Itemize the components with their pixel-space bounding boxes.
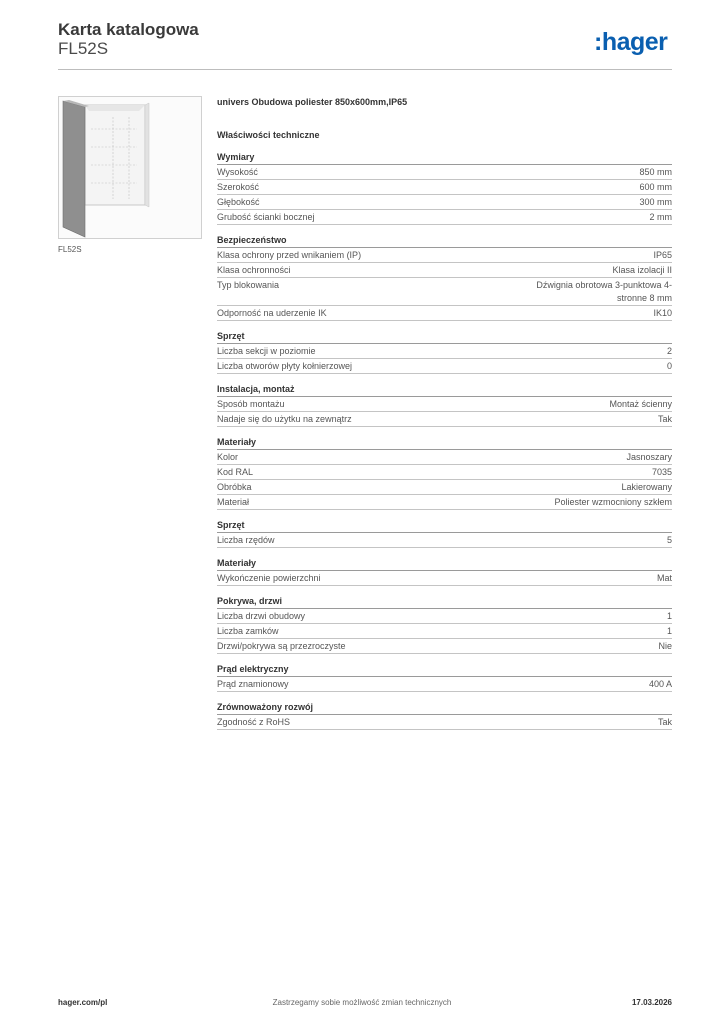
spec-section [217, 151, 672, 225]
spec-section [217, 436, 672, 510]
footer-disclaimer: Zastrzegamy sobie możliwość zmian technicznych [272, 998, 452, 1007]
spec-row [217, 450, 672, 465]
spec-value: Dźwignia obrotowa 3-punktowa 4-stronne 8 mm [536, 280, 672, 303]
spec-label: Typ blokowania [217, 280, 280, 290]
spec-label: Wykończenie powierzchni [217, 573, 321, 583]
spec-value: Tak [657, 717, 672, 727]
spec-section [217, 557, 672, 586]
spec-section [217, 595, 672, 654]
page-title: Karta katalogowa [58, 20, 199, 39]
spec-row [217, 397, 672, 412]
spec-row [217, 344, 672, 359]
spec-row [217, 624, 672, 639]
spec-section [217, 383, 672, 427]
hager-logo: :hager [594, 28, 668, 56]
spec-row [217, 248, 672, 263]
spec-content [217, 95, 672, 730]
spec-label: Kolor [217, 452, 239, 462]
section-title: Instalacja, montaż [217, 383, 672, 397]
spec-label: Zgodność z RoHS [217, 717, 291, 727]
spec-value: 1 [666, 611, 672, 621]
technical-properties-title: Właściwości techniczne [217, 130, 320, 140]
section-title: Bezpieczeństwo [217, 234, 672, 248]
spec-label: Głębokość [217, 197, 260, 207]
spec-row [217, 195, 672, 210]
spec-row [217, 465, 672, 480]
section-title: Sprzęt [217, 519, 672, 533]
spec-row [217, 165, 672, 180]
spec-value: 600 mm [639, 182, 672, 192]
spec-value: 7035 [651, 467, 672, 477]
spec-label: Liczba zamków [217, 626, 279, 636]
spec-value: 400 A [648, 679, 672, 689]
spec-label: Materiał [217, 497, 250, 507]
spec-value: 300 mm [639, 197, 672, 207]
spec-label: Odporność na uderzenie IK [217, 308, 327, 318]
spec-label: Kod RAL [217, 467, 254, 477]
spec-section [217, 330, 672, 374]
spec-section [217, 701, 672, 730]
product-image-caption: FL52S [58, 245, 82, 254]
spec-value: Lakierowany [621, 482, 672, 492]
spec-sections [217, 151, 672, 730]
spec-value: 1 [666, 626, 672, 636]
spec-row [217, 715, 672, 730]
spec-section [217, 519, 672, 548]
section-title: Wymiary [217, 151, 672, 165]
section-title: Zrównoważony rozwój [217, 701, 672, 715]
spec-row [217, 480, 672, 495]
spec-label: Szerokość [217, 182, 260, 192]
spec-value: Klasa izolacji II [612, 265, 672, 275]
spec-row [217, 677, 672, 692]
spec-label: Grubość ścianki bocznej [217, 212, 315, 222]
spec-row [217, 412, 672, 427]
spec-value: Mat [656, 573, 672, 583]
spec-value: 5 [666, 535, 672, 545]
spec-row [217, 263, 672, 278]
spec-label: Liczba rzędów [217, 535, 275, 545]
section-title: Sprzęt [217, 330, 672, 344]
spec-value: Montaż ścienny [609, 399, 672, 409]
spec-label: Klasa ochrony przed wnikaniem (IP) [217, 250, 362, 260]
header-divider [58, 69, 672, 70]
spec-row [217, 278, 672, 306]
footer-website: hager.com/pl [58, 998, 108, 1007]
spec-value: IP65 [653, 250, 672, 260]
spec-label: Sposób montażu [217, 399, 285, 409]
spec-row [217, 571, 672, 586]
spec-row [217, 210, 672, 225]
spec-section [217, 234, 672, 321]
spec-label: Wysokość [217, 167, 258, 177]
spec-label: Obróbka [217, 482, 252, 492]
spec-label: Liczba sekcji w poziomie [217, 346, 316, 356]
spec-row [217, 533, 672, 548]
spec-label: Liczba otworów płyty kołnierzowej [217, 361, 353, 371]
spec-value: Jasnoszary [626, 452, 672, 462]
section-title: Prąd elektryczny [217, 663, 672, 677]
section-title: Materiały [217, 557, 672, 571]
spec-row [217, 609, 672, 624]
spec-label: Liczba drzwi obudowy [217, 611, 306, 621]
spec-label: Klasa ochronności [217, 265, 291, 275]
spec-label: Prąd znamionowy [217, 679, 289, 689]
product-code: FL52S [58, 39, 109, 58]
spec-section [217, 663, 672, 692]
product-description: univers Obudowa poliester 850x600mm,IP65 [217, 97, 408, 107]
spec-value: 0 [666, 361, 672, 371]
spec-value: Poliester wzmocniony szkłem [554, 497, 672, 507]
section-title: Pokrywa, drzwi [217, 595, 672, 609]
spec-value: IK10 [653, 308, 672, 318]
spec-row [217, 495, 672, 510]
spec-row [217, 359, 672, 374]
spec-value: Nie [658, 641, 672, 651]
section-title: Materiały [217, 436, 672, 450]
spec-value: 2 [666, 346, 672, 356]
product-image [58, 96, 202, 239]
spec-row [217, 639, 672, 654]
spec-label: Drzwi/pokrywa są przezroczyste [217, 641, 346, 651]
spec-label: Nadaje się do użytku na zewnątrz [217, 414, 352, 424]
spec-value: Tak [657, 414, 672, 424]
spec-value: 2 mm [649, 212, 672, 222]
spec-row [217, 180, 672, 195]
footer-date: 17.03.2026 [631, 998, 672, 1007]
spec-value: 850 mm [639, 167, 672, 177]
spec-row [217, 306, 672, 321]
